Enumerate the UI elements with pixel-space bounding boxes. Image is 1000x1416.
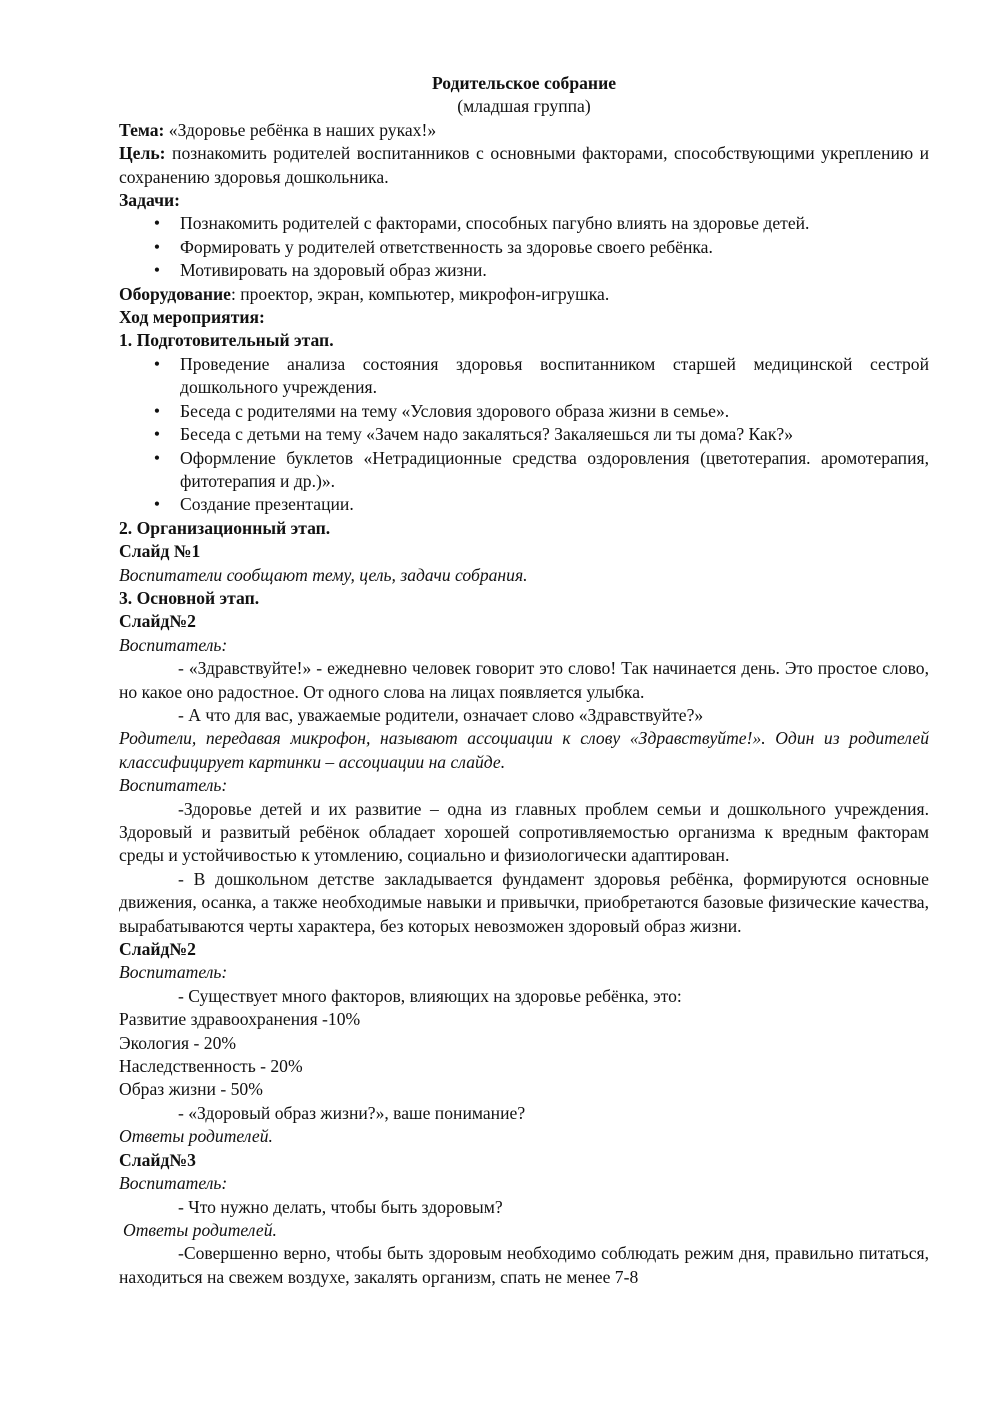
list-item: • Беседа с детьми на тему «Зачем надо закаляться? Закаляешься ли ты дома? Как?» — [119, 423, 929, 446]
speaker-label: Воспитатель: — [119, 634, 228, 655]
bullet-icon: • — [153, 400, 161, 421]
answers-note: Ответы родителей. — [123, 1219, 277, 1240]
tasks-list — [119, 212, 929, 282]
goal-label: Цель: — [119, 143, 166, 164]
paragraph: - Существует много факторов, влияющих на здоровье ребёнка, это: — [178, 985, 682, 1006]
stage2-note: Воспитатели сообщают тему, цель, задачи собрания. — [119, 564, 528, 585]
document-title: Родительское собрание — [431, 73, 617, 93]
bullet-icon: • — [153, 447, 161, 468]
paragraph: - «Здоровый образ жизни?», ваше понимание? — [178, 1102, 526, 1123]
bullet-icon: • — [153, 353, 161, 374]
document-subtitle: (младшая группа) — [457, 96, 591, 117]
paragraph: - А что для вас, уважаемые родители, означает слово «Здравствуйте?» — [178, 704, 704, 725]
equipment-label: Оборудование — [119, 283, 231, 304]
theme-line — [119, 119, 929, 142]
theme-label: Тема: — [119, 119, 165, 140]
stage2-heading: 2. Организационный этап. — [119, 517, 331, 538]
equipment-line — [119, 283, 929, 306]
stage1-heading: 1. Подготовительный этап. — [119, 330, 334, 351]
list-item: • Создание презентации. — [119, 493, 929, 516]
factor-item: Наследственность - 20% — [119, 1056, 303, 1077]
bullet-icon: • — [153, 236, 161, 257]
slide-label: Слайд №1 — [119, 541, 201, 562]
speaker-label: Воспитатель: — [119, 775, 228, 796]
list-item: • Формировать у родителей ответственность за здоровье своего ребёнка. — [119, 236, 929, 259]
list-item: • Познакомить родителей с факторами, способных пагубно влиять на здоровье детей. — [119, 212, 929, 235]
theme-text: «Здоровье ребёнка в наших руках!» — [164, 119, 437, 140]
tasks-heading: Задачи: — [119, 190, 180, 211]
goal-line — [119, 142, 929, 189]
paragraph: - В дошкольном детстве закладывается фундамент здоровья ребёнка, формируются основные движения, осанка, а также необходимые навыки и привычки, приобретаются базовые физические качества, вырабатываются черты характера, без которых невозможен здоровый образ жизни. — [119, 868, 929, 936]
stage3-heading: 3. Основной этап. — [119, 587, 260, 608]
paragraph: -Совершенно верно, чтобы быть здоровым необходимо соблюдать режим дня, правильно питаться, находиться на свежем воздухе, закалять организм, спать не менее 7-8 — [119, 1243, 929, 1287]
bullet-icon: • — [153, 260, 161, 281]
bullet-icon: • — [153, 213, 161, 234]
slide-label: Слайд№3 — [119, 1149, 196, 1170]
bullet-icon: • — [153, 424, 161, 445]
list-item: • Оформление буклетов «Нетрадиционные средства оздоровления (цветотерапия. аромотерапия, фитотерапия и др.)». — [119, 447, 929, 494]
factor-item: Образ жизни - 50% — [119, 1079, 263, 1100]
stage-note: Родители, передавая микрофон, называют ассоциации к слову «Здравствуйте!». Один из родителей классифицирует картинки – ассоциации на слайде. — [119, 728, 929, 772]
slide-label: Слайд№2 — [119, 611, 196, 632]
paragraph: - Что нужно делать, чтобы быть здоровым? — [178, 1196, 503, 1217]
factor-item: Экология - 20% — [119, 1032, 237, 1053]
goal-text: познакомить родителей воспитанников с основными факторами, способствующими укреплению и сохранению здоровья дошкольника. — [119, 143, 929, 187]
list-item: • Беседа с родителями на тему «Условия здорового образа жизни в семье». — [119, 400, 929, 423]
speaker-label: Воспитатель: — [119, 962, 228, 983]
list-item: • Мотивировать на здоровый образ жизни. — [119, 259, 929, 282]
answers-note: Ответы родителей. — [119, 1126, 273, 1147]
list-item: • Проведение анализа состояния здоровья воспитанником старшей медицинской сестрой дошкольного учреждения. — [119, 353, 929, 400]
slide-label: Слайд№2 — [119, 939, 196, 960]
stage1-list — [119, 353, 929, 517]
equipment-text: : проектор, экран, компьютер, микрофон-игрушка. — [230, 283, 610, 304]
factor-item: Развитие здравоохранения -10% — [119, 1009, 361, 1030]
bullet-icon: • — [153, 494, 161, 515]
paragraph: -Здоровье детей и их развитие – одна из главных проблем семьи и дошкольного учреждения. Здоровый и развитый ребёнок обладает хорошей сопротивляемостью организма к вредным факторам среды и устойчивостью к утомлению, социально и физиологически адаптирован. — [119, 798, 929, 866]
procedure-heading: Ход мероприятия: — [119, 307, 265, 328]
speaker-label: Воспитатель: — [119, 1173, 228, 1194]
paragraph: - «Здравствуйте!» - ежедневно человек говорит это слово! Так начинается день. Это простое слово, но какое оно радостное. От одного слова на лицах появляется улыбка. — [119, 658, 929, 702]
